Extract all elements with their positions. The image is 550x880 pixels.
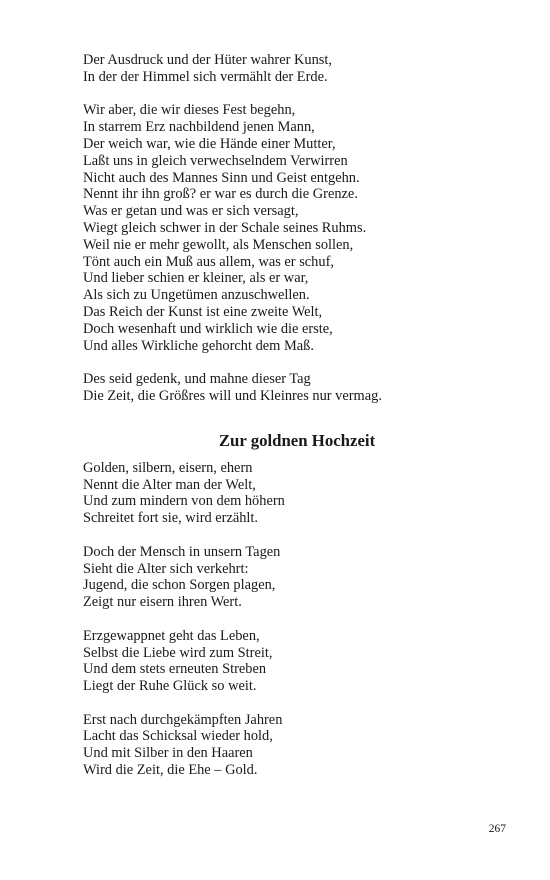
- verse-line: Die Zeit, die Größres will und Kleinres nur vermag.: [83, 387, 382, 404]
- stanza: [83, 628, 503, 695]
- verse-line: Und alles Wirkliche gehorcht dem Maß.: [83, 337, 314, 354]
- verse-line: Nicht auch des Mannes Sinn und Geist entgehn.: [83, 169, 360, 186]
- verse-line: Jugend, die schon Sorgen plagen,: [83, 577, 276, 594]
- verse-line: Und dem stets erneuten Streben: [83, 661, 267, 678]
- verse-line: Sieht die Alter sich verkehrt:: [83, 560, 249, 577]
- poem-goldene-hochzeit: [83, 431, 503, 779]
- verse-line: Schreitet fort sie, wird erzählt.: [83, 510, 259, 527]
- verse-line: Wird die Zeit, die Ehe – Gold.: [83, 762, 258, 779]
- verse-line: Erst nach durchgekämpften Jahren: [83, 711, 283, 728]
- verse-line: Was er getan und was er sich versagt,: [83, 203, 299, 220]
- verse-line: Wiegt gleich schwer in der Schale seines Ruhms.: [83, 219, 367, 236]
- verse-line: Golden, silbern, eisern, ehern: [83, 459, 253, 476]
- verse-line: In der der Himmel sich vermählt der Erde.: [83, 68, 328, 85]
- poem-continuation: [83, 52, 503, 405]
- verse-line: Lacht das Schicksal wieder hold,: [83, 728, 273, 745]
- verse-line: Erzgewappnet geht das Leben,: [83, 627, 260, 644]
- verse-line: Und zum mindern von dem höhern: [83, 493, 285, 510]
- verse-line: Des seid gedenk, und mahne dieser Tag: [83, 371, 311, 388]
- verse-line: Doch wesenhaft und wirklich wie die erste,: [83, 320, 333, 337]
- verse-line: Weil nie er mehr gewollt, als Menschen sollen,: [83, 236, 354, 253]
- verse-line: Und lieber schien er kleiner, als er war,: [83, 270, 309, 287]
- book-page: [83, 52, 503, 796]
- verse-line: Tönt auch ein Muß aus allem, was er schuf,: [83, 253, 334, 270]
- verse-line: Und mit Silber in den Haaren: [83, 745, 253, 762]
- verse-line: Der weich war, wie die Hände einer Mutter,: [83, 135, 336, 152]
- stanza: [83, 460, 503, 527]
- verse-line: Als sich zu Ungetümen anzuschwellen.: [83, 287, 310, 304]
- stanza: [83, 544, 503, 611]
- verse-line: Selbst die Liebe wird zum Streit,: [83, 644, 273, 661]
- verse-line: Wir aber, die wir dieses Fest begehn,: [83, 102, 296, 119]
- stanza: [83, 712, 503, 779]
- verse-line: Der Ausdruck und der Hüter wahrer Kunst,: [83, 52, 332, 68]
- poem-title: Zur goldnen Hochzeit: [218, 430, 376, 450]
- verse-line: Zeigt nur eisern ihren Wert.: [83, 594, 242, 611]
- verse-line: Nennt ihr ihn groß? er war es durch die Grenze.: [83, 186, 358, 203]
- verse-line: In starrem Erz nachbildend jenen Mann,: [83, 119, 315, 136]
- stanza: [83, 371, 503, 405]
- verse-line: Doch der Mensch in unsern Tagen: [83, 543, 281, 560]
- verse-line: Laßt uns in gleich verwechselndem Verwirren: [83, 152, 348, 169]
- verse-line: Das Reich der Kunst ist eine zweite Welt,: [83, 303, 323, 320]
- stanza: [83, 52, 503, 86]
- verse-line: Liegt der Ruhe Glück so weit.: [83, 678, 257, 695]
- page-number: 267: [488, 823, 506, 835]
- verse-line: Nennt die Alter man der Welt,: [83, 476, 256, 493]
- stanza: [83, 102, 503, 354]
